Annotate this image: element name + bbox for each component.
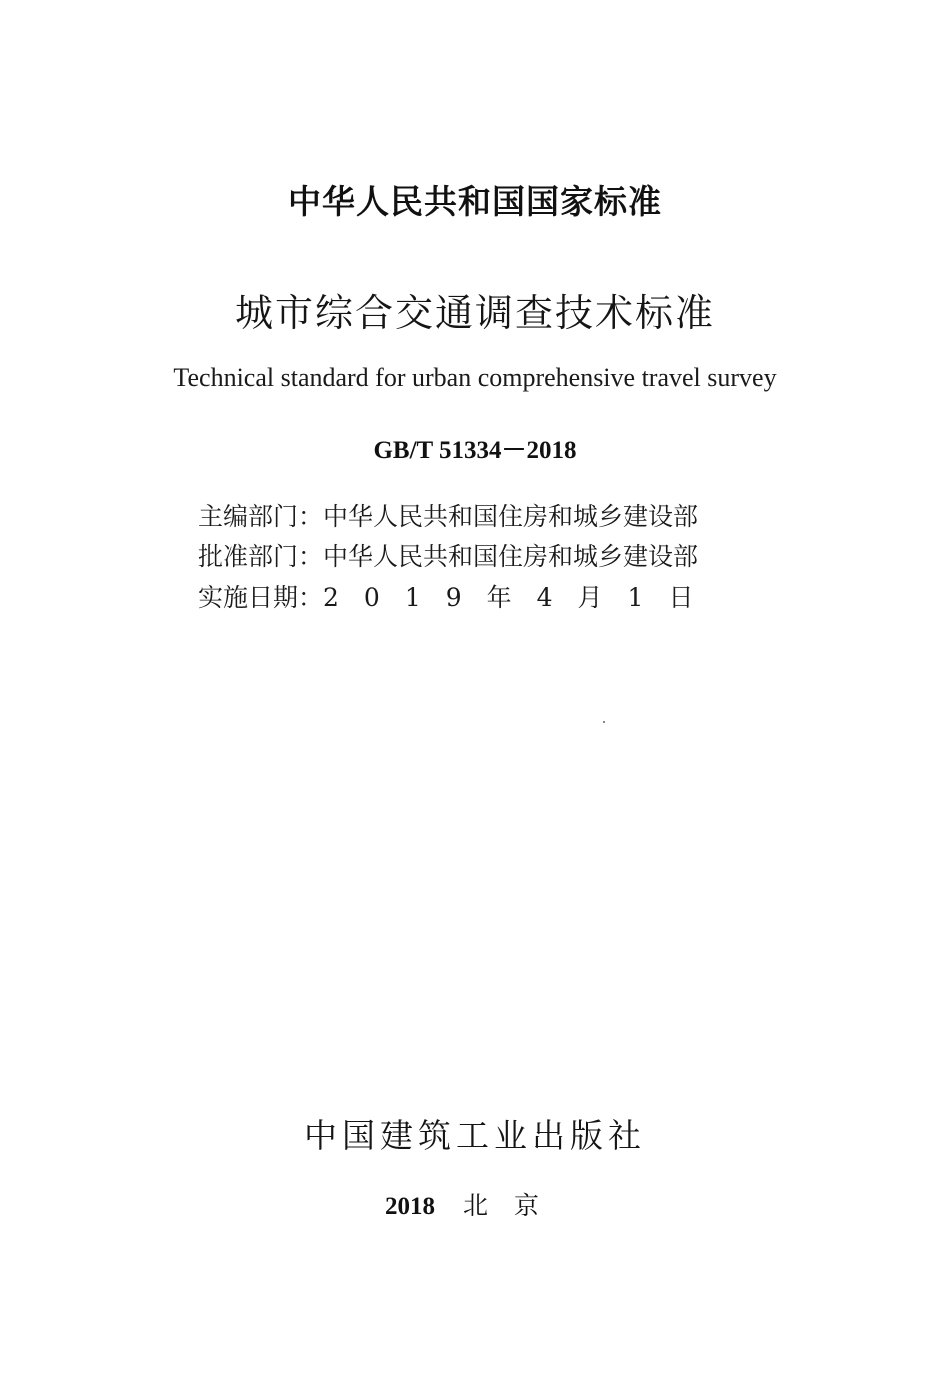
publication-city: 北京 — [462, 1191, 565, 1220]
chief-editor-value: 中华人民共和国住房和城乡建设部 — [323, 502, 699, 531]
series-title: 中华人民共和国国家标准 — [288, 182, 662, 221]
scan-speck — [603, 721, 605, 723]
approval-row — [198, 537, 758, 573]
standard-code: GB/T 51334－2018 — [373, 437, 577, 464]
publisher-name: 中国建筑工业出版社 — [304, 1116, 646, 1155]
approval-value: 中华人民共和国住房和城乡建设部 — [323, 542, 699, 571]
document-title: 城市综合交通调查技术标准 — [234, 291, 715, 335]
chief-editor-row — [198, 497, 758, 533]
publication-year: 2018 — [384, 1193, 435, 1220]
chief-editor-label: 主编部门： — [198, 502, 324, 531]
publication-line — [0, 1186, 950, 1222]
effective-date-value: 2019年4月1日 — [323, 583, 719, 612]
effective-date-row — [198, 578, 758, 614]
english-title: Technical standard for urban comprehensive travel survey — [173, 363, 777, 392]
approval-label: 批准部门： — [198, 542, 324, 571]
effective-date-label: 实施日期： — [198, 583, 324, 612]
